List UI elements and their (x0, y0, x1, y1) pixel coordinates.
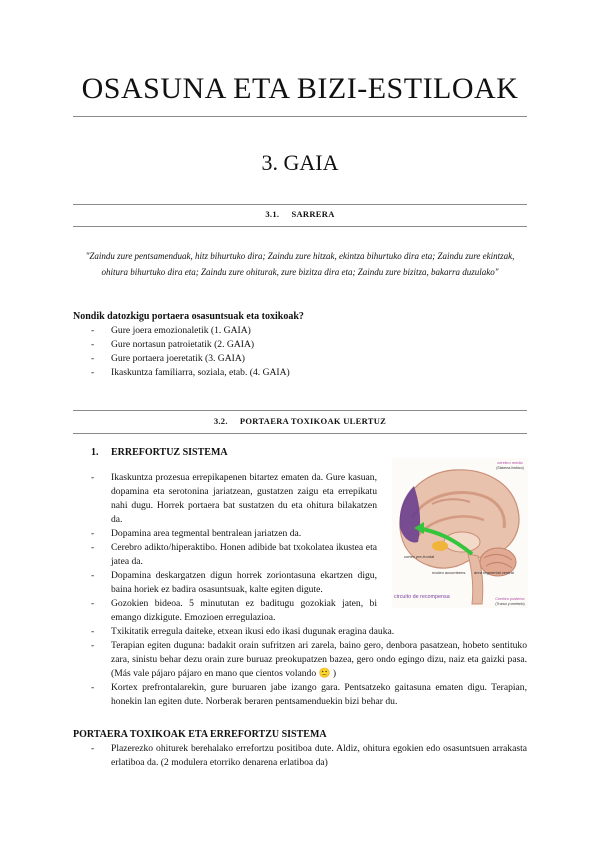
subsection-heading (91, 447, 228, 458)
question-heading: Nondik datozkigu portaera osasuntsuak eta toxikoak? (73, 311, 304, 322)
chapter-title: 3. GAIA (261, 150, 339, 175)
subsection-number: 1. (91, 447, 99, 458)
document-title: OSASUNA ETA BIZI-ESTILOAK (81, 72, 519, 105)
section-heading-portaera (73, 416, 527, 426)
section-divider-bottom (73, 226, 527, 227)
list-item: - Kortex prefrontalarekin, gure buruaren jabe izango gara. Pentsatzeko gaitasuna ematen digu. Terapian, honekin lan egiten dute. Norberak beraren pentsamenduekin bizi behar du. (91, 681, 527, 709)
label-circuito: circuito de recompensa (394, 594, 450, 600)
label-midbrain-sub: (Sistema limbico) (496, 466, 524, 470)
section-divider-top (73, 204, 527, 205)
list-item: - Plazerezko ohiturek berehalako errefortzu positiboa dute. Aldiz, ohitura egokien edo osasuntsuen arrakasta erlatiboa da. (2 modulera etorriko denarena erlatiboa da) (91, 742, 527, 770)
list-item: - Txikitatik erregula daiteke, etxean ikusi edo ikasi dugunak eragina dauka. (91, 625, 527, 639)
label-posterior: Cerebro posterior (495, 597, 525, 601)
list-item: - Cerebro adikto/hiperaktibo. Honen adibide bat txokolatea ikustea eta jatea da. (91, 541, 527, 569)
subsection-name: ERREFORTUZ SISTEMA (111, 447, 228, 458)
title-divider (73, 116, 527, 117)
list-item: - Ikaskuntza familiarra, soziala, etab. (4. GAIA) (91, 366, 511, 380)
section-heading-sarrera (73, 209, 527, 219)
brain-reward-circuit-illustration (392, 458, 528, 608)
section-name: SARRERA (291, 209, 335, 219)
list-item: - Dopamina area tegmental bentralean jariatzen da. (91, 527, 527, 541)
label-midbrain: cerebro medio (497, 460, 523, 465)
section-name: PORTAERA TOXIKOAK ULERTUZ (239, 416, 387, 426)
list-item: - Terapian egiten duguna: badakit orain sufritzen ari zarela, baino gero, denbora pasatzean, hobeto sentituko zara, sinistu behar dezu orain zure buruaz preokupatzen bazea, gero ondo egingo dizu, naiz eta gaizki pasa. (Más vale pájaro pájaro en mano que cientos volando 🙂 ) (91, 639, 527, 681)
label-posterior-sub: (Tronco y cerebelo) (495, 602, 525, 606)
list-item: - Gure nortasun patroietatik (2. GAIA) (91, 338, 511, 352)
toxic-heading: PORTAERA TOXIKOAK ETA ERREFORTZU SISTEMA (73, 729, 327, 740)
list-item: - Ikaskuntza prozesua errepikapenen bitartez ematen da. Gure kasuan, dopamina eta serotonina jariatzean, gustatzen zaigu eta errepikatu nahi dugu. Horrek portaera bat sustatzen du eta ohitura bilakatzen da. (91, 471, 527, 527)
section-number: 3.2. (213, 416, 228, 426)
list-item: - Gure joera emozionaletik (1. GAIA) (91, 324, 511, 338)
list-item: - Gure portaera joeretatik (3. GAIA) (91, 352, 511, 366)
list-item: - Dopamina deskargatzen digun horrek zoriontasuna ekartzen digu, baina horiek ez badira osasuntsuak, kalte egiten digute. (91, 569, 527, 597)
label-cortex: cortex pre-frontal (404, 554, 435, 559)
label-nucleo: núcleo accumbens (432, 570, 466, 575)
toxic-list (91, 742, 527, 770)
sources-list (91, 324, 511, 380)
section-divider-bottom (73, 433, 527, 434)
quote: "Zaindu zure pentsamenduak, hitz bihurtuko dira; Zaindu zure hitzak, ekintza bihurtuko dira eta; Zaindu zure ekintzak, ohitura bihurtuko dira eta; Zaindu zure ohiturak, zure bizitza dira eta; Zaindu zure bizitza, bakarra duzulako" (85, 251, 515, 277)
list-item: - Gozokien bideoa. 5 minututan ez baditugu gozokiak jaten, bi emango dizkigute. Emozioen erregulazioa. (91, 597, 527, 625)
section-number: 3.1. (265, 209, 280, 219)
label-area: área tegmental ventral (474, 570, 514, 575)
section-divider-top (73, 410, 527, 411)
